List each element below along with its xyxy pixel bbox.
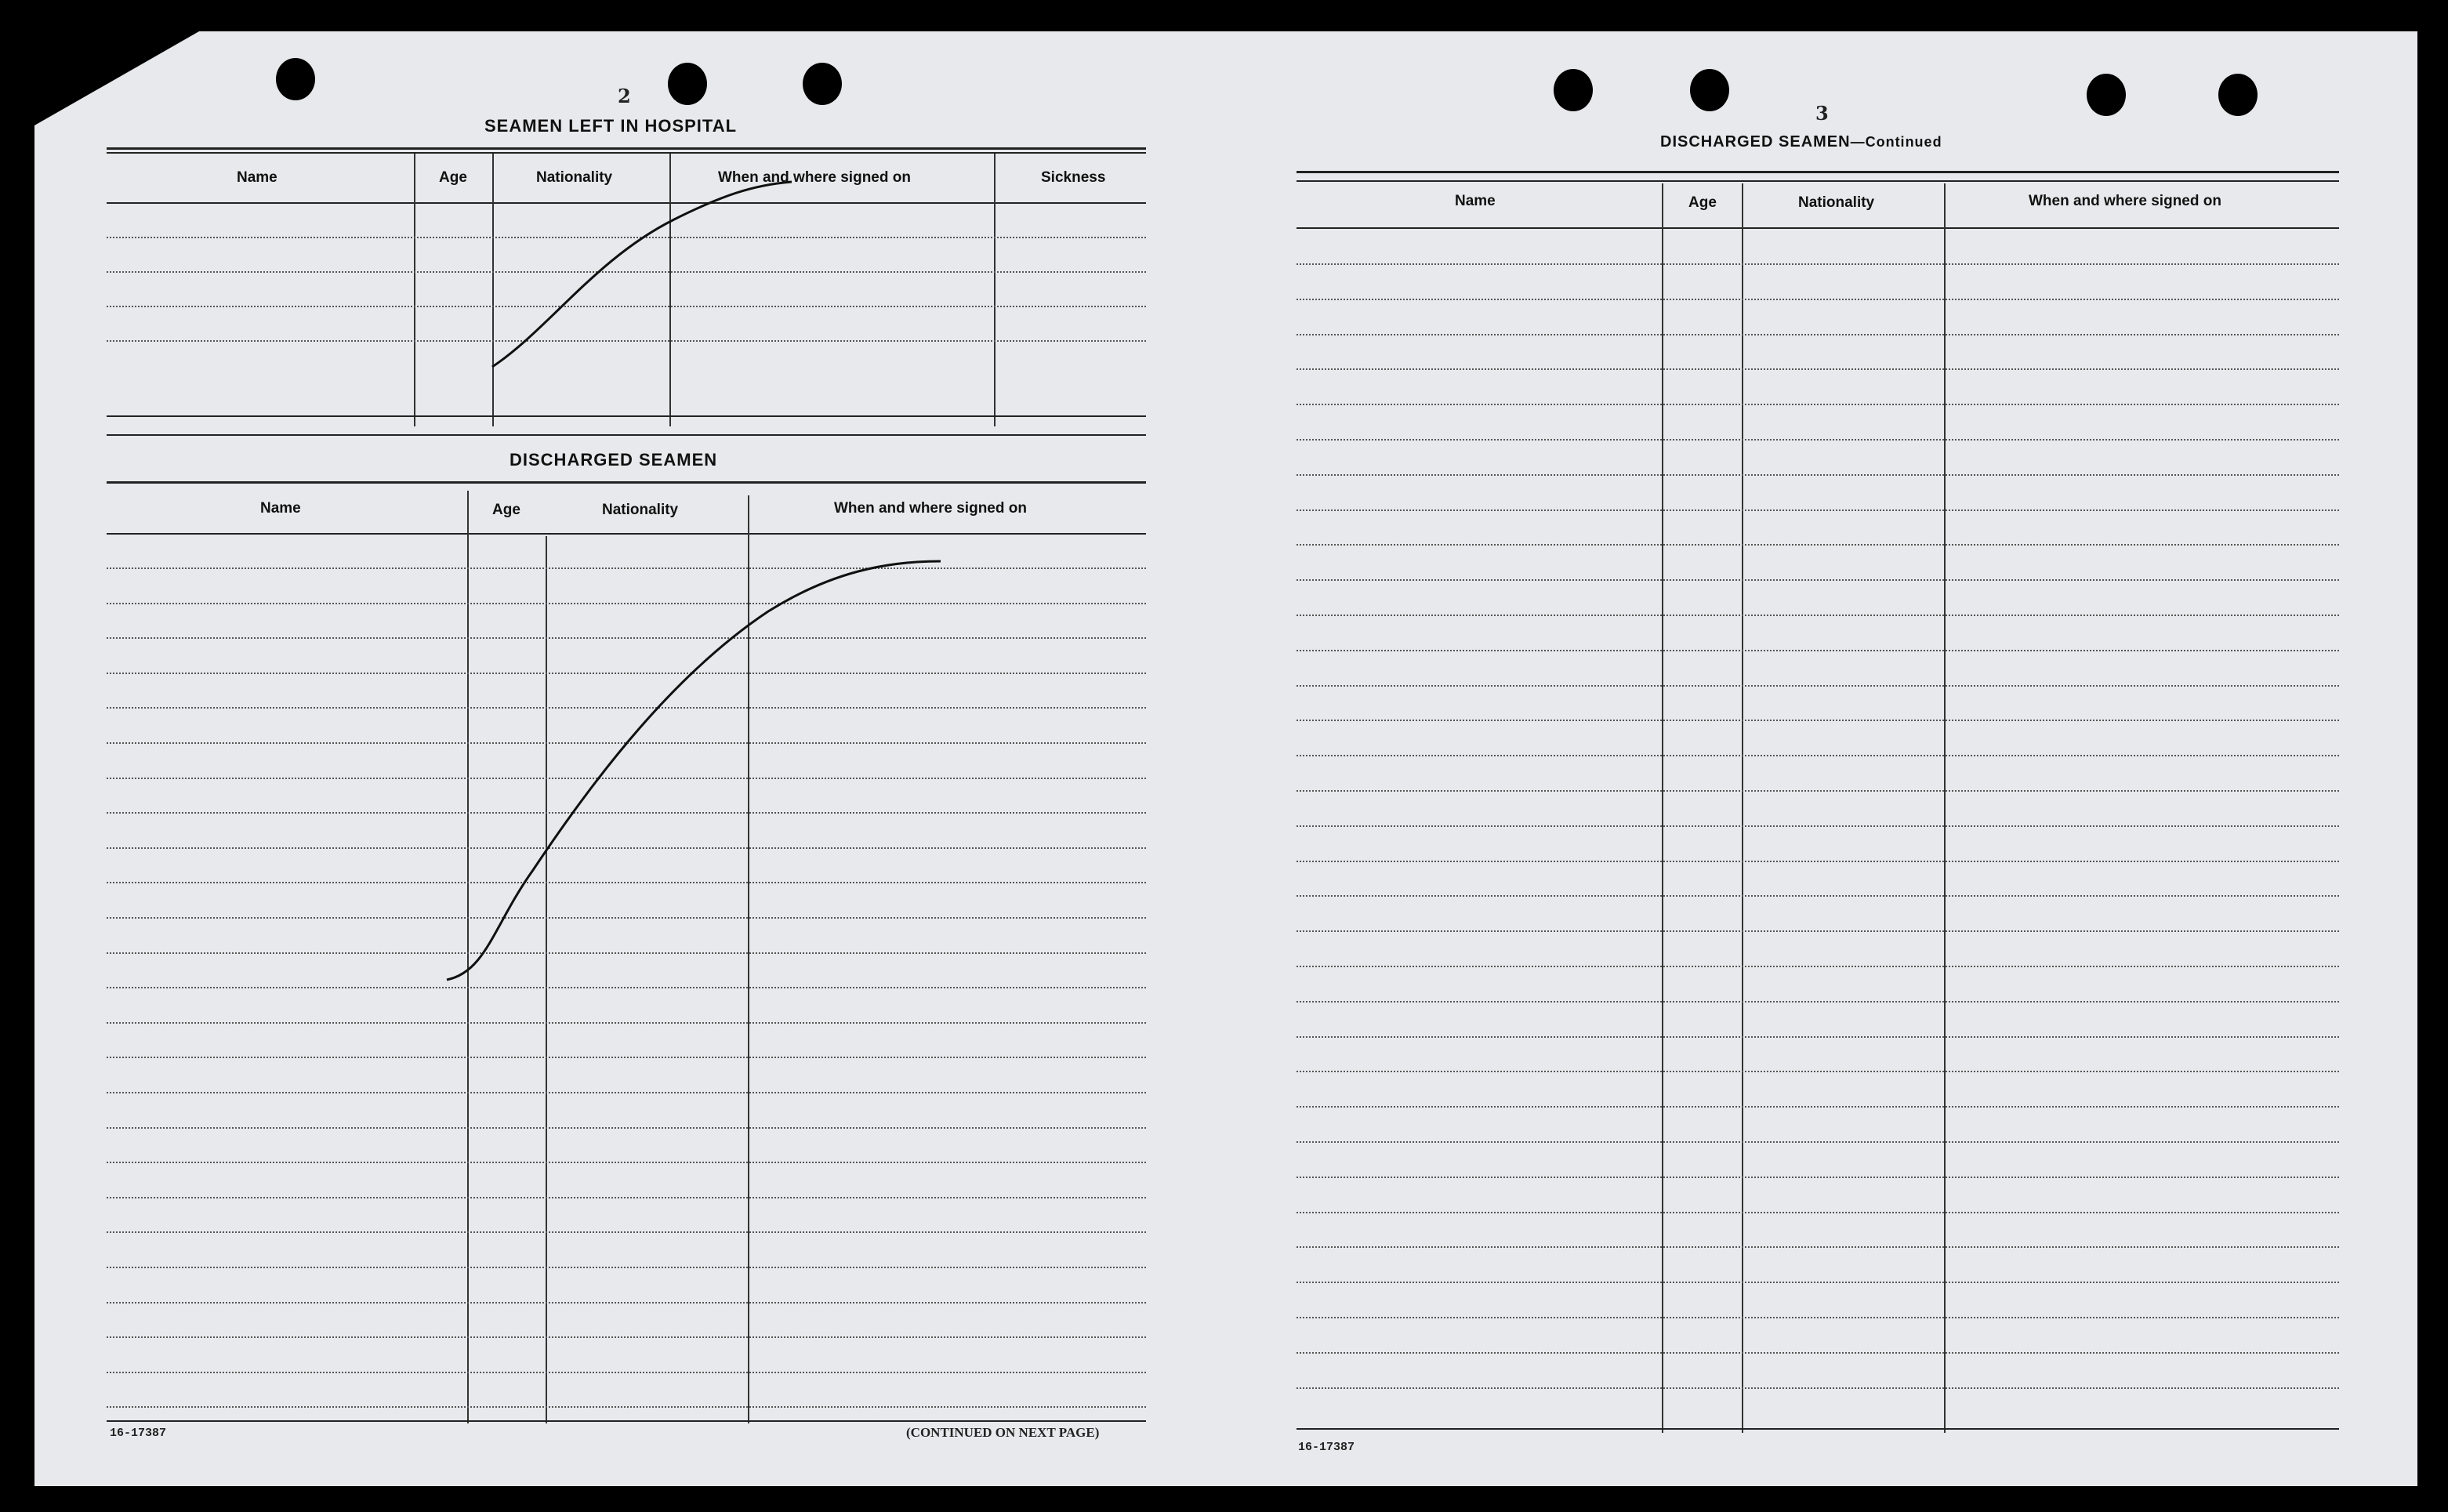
form-number: 16-17387 bbox=[110, 1427, 167, 1440]
column-header-name: Name bbox=[1455, 193, 1496, 209]
column-header-age: Age bbox=[492, 502, 520, 518]
column-header-signed-on: When and where signed on bbox=[718, 169, 911, 186]
title-main: DISCHARGED SEAMEN bbox=[1660, 133, 1851, 150]
column-header-nationality: Nationality bbox=[536, 169, 613, 186]
form-number: 16-17387 bbox=[1298, 1441, 1355, 1454]
column-header-nationality: Nationality bbox=[602, 502, 679, 518]
section-title-hospital: SEAMEN LEFT IN HOSPITAL bbox=[484, 116, 738, 136]
column-header-name: Name bbox=[260, 500, 301, 517]
cancel-stroke-hospital bbox=[492, 182, 792, 367]
title-suffix: —Continued bbox=[1850, 134, 1942, 150]
column-header-nationality: Nationality bbox=[1798, 194, 1875, 211]
column-header-sickness: Sickness bbox=[1041, 169, 1106, 186]
column-header-age: Age bbox=[1688, 194, 1717, 211]
column-header-age: Age bbox=[439, 169, 467, 186]
section-title-discharged: DISCHARGED SEAMEN bbox=[510, 450, 718, 470]
page-number: 3 bbox=[1815, 102, 1829, 125]
column-header-signed-on: When and where signed on bbox=[2029, 193, 2221, 209]
column-header-signed-on: When and where signed on bbox=[834, 500, 1027, 517]
column-header-name: Name bbox=[237, 169, 277, 186]
page-number: 2 bbox=[618, 85, 631, 107]
continued-note: (CONTINUED ON NEXT PAGE) bbox=[906, 1425, 1100, 1440]
cancel-stroke-discharged bbox=[447, 561, 941, 980]
